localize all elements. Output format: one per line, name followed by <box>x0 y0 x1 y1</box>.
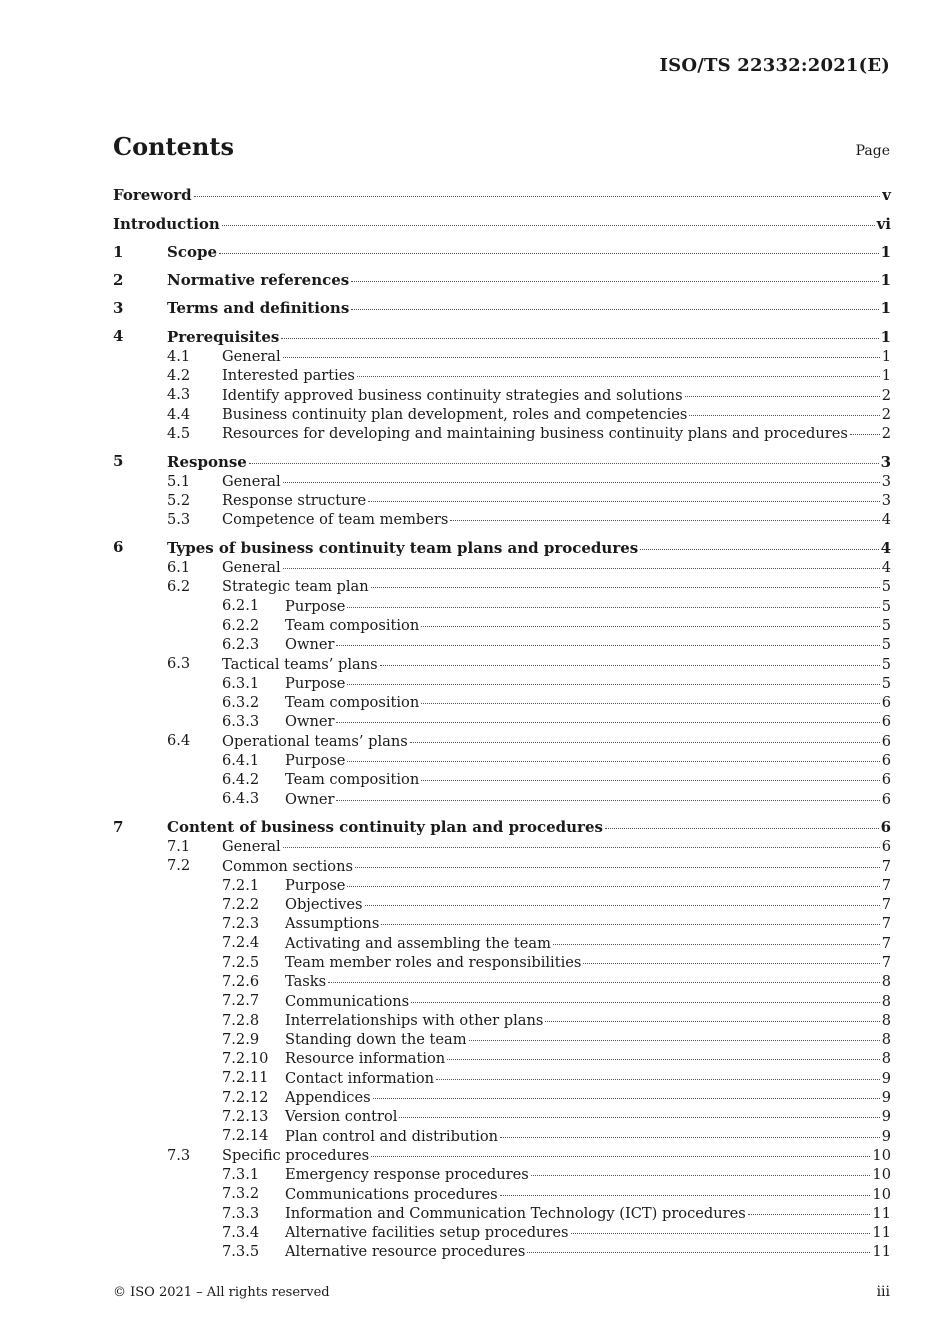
toc-entry-page: 7 <box>881 915 891 933</box>
toc-entry-title: Interested parties <box>222 367 355 385</box>
toc-entry-title: Team composition <box>285 616 420 634</box>
toc-entry-title: Version control <box>285 1108 398 1126</box>
toc-entry-number: 5.1 <box>167 472 191 490</box>
toc-entry-number: 7.2.7 <box>222 992 260 1010</box>
dot-leader <box>527 1252 870 1253</box>
toc-entry-number: 7.3.1 <box>222 1165 260 1183</box>
toc-entry-title: Business continuity plan development, roles and competencies <box>222 405 688 423</box>
toc-entry-title: Information and Communication Technology (ICT) procedures <box>285 1204 746 1222</box>
toc-entry-title: Communications <box>285 992 410 1010</box>
toc-entry[interactable] <box>113 214 891 233</box>
toc-entry-title: General <box>222 348 281 366</box>
table-of-contents <box>113 186 891 1261</box>
toc-entry-page: 10 <box>872 1166 891 1184</box>
toc-entry-title: Response structure <box>222 492 367 510</box>
toc-entry-page: 1 <box>881 367 891 385</box>
toc-entry-number: 6.4.2 <box>222 771 260 789</box>
dot-leader <box>553 944 880 945</box>
toc-entry-title: Interrelationships with other plans <box>285 1011 544 1029</box>
toc-entry-number: 6.3.3 <box>222 713 260 731</box>
toc-entry-number: 7.2.2 <box>222 895 260 913</box>
toc-entry-title: Alternative facilities setup procedures <box>285 1224 569 1242</box>
dot-leader <box>399 1117 879 1118</box>
toc-entry-page: 9 <box>881 1127 891 1145</box>
toc-entry-number: 6.2.2 <box>222 616 260 634</box>
toc-entry-number: 7.2.8 <box>222 1011 260 1029</box>
toc-entry-title: Purpose <box>285 674 346 692</box>
toc-entry[interactable] <box>113 1107 891 1126</box>
dot-leader <box>347 761 879 762</box>
toc-entry-title: Introduction <box>113 214 220 233</box>
toc-entry-title: Tasks <box>285 973 327 991</box>
dot-leader <box>368 501 880 502</box>
toc-entry-number: 2 <box>113 270 124 289</box>
toc-entry-page: 11 <box>872 1224 891 1242</box>
contents-title: Contents <box>113 132 234 161</box>
toc-entry-title: Competence of team members <box>222 511 449 529</box>
dot-leader <box>328 982 880 983</box>
toc-entry[interactable] <box>113 366 891 385</box>
toc-entry[interactable] <box>113 712 891 731</box>
toc-entry-page: 8 <box>881 992 891 1010</box>
toc-entry[interactable] <box>113 385 891 404</box>
toc-entry-number: 6 <box>113 538 124 557</box>
toc-entry-page: 6 <box>880 817 891 836</box>
toc-entry-number: 7.2.11 <box>222 1069 269 1087</box>
dot-leader <box>336 800 879 801</box>
dot-leader <box>371 587 880 588</box>
toc-entry-number: 7.2.4 <box>222 934 260 952</box>
toc-entry[interactable] <box>113 1126 891 1145</box>
toc-entry[interactable] <box>113 1068 891 1087</box>
copyright-notice: © ISO 2021 – All rights reserved <box>113 1285 330 1300</box>
toc-entry-title: Team composition <box>285 771 420 789</box>
dot-leader <box>689 415 879 416</box>
toc-entry-body <box>113 837 891 856</box>
dot-leader <box>605 828 879 829</box>
toc-entry-body <box>113 405 891 424</box>
dot-leader <box>371 1156 870 1157</box>
toc-entry[interactable] <box>113 186 891 205</box>
toc-entry-title: Plan control and distribution <box>285 1127 499 1145</box>
toc-entry-page: 3 <box>880 452 891 471</box>
toc-entry-title: Response <box>167 452 247 471</box>
toc-entry-number: 7 <box>113 817 124 836</box>
toc-entry-page: 3 <box>881 492 891 510</box>
toc-entry[interactable] <box>113 243 891 262</box>
dot-leader <box>222 225 875 226</box>
toc-entry-number: 6.3.2 <box>222 693 260 711</box>
dot-leader <box>283 568 880 569</box>
toc-entry[interactable] <box>113 1223 891 1242</box>
toc-entry-page: 5 <box>881 616 891 634</box>
toc-entry-title: Emergency response procedures <box>285 1166 529 1184</box>
toc-entry-page: vi <box>876 214 891 233</box>
toc-entry-number: 4.2 <box>167 367 191 385</box>
dot-leader <box>640 549 878 550</box>
dot-leader <box>421 703 879 704</box>
toc-entry-number: 7.2.10 <box>222 1050 269 1068</box>
dot-leader <box>336 645 879 646</box>
toc-entry-page: 11 <box>872 1204 891 1222</box>
toc-entry-title: Specific procedures <box>222 1146 370 1164</box>
toc-entry-title: Assumptions <box>285 915 380 933</box>
toc-entry-number: 3 <box>113 299 124 318</box>
toc-entry[interactable] <box>113 472 891 491</box>
toc-entry-page: 2 <box>881 425 891 443</box>
toc-entry-number: 7.2.13 <box>222 1108 269 1126</box>
toc-entry[interactable] <box>113 654 891 673</box>
toc-entry-body <box>113 472 891 491</box>
dot-leader <box>347 684 879 685</box>
toc-entry[interactable] <box>113 510 891 529</box>
toc-entry-number: 7.3.5 <box>222 1243 260 1261</box>
toc-entry-title: Contact information <box>285 1069 435 1087</box>
toc-entry-number: 6.2.3 <box>222 635 260 653</box>
dot-leader <box>410 742 880 743</box>
dot-leader <box>381 924 879 925</box>
toc-entry-page: 5 <box>881 674 891 692</box>
toc-entry[interactable] <box>113 635 891 654</box>
toc-entry[interactable] <box>113 424 891 443</box>
toc-entry[interactable] <box>113 491 891 510</box>
toc-entry-page: 6 <box>881 713 891 731</box>
toc-entry-body <box>113 366 891 385</box>
toc-entry[interactable] <box>113 914 891 933</box>
toc-entry-title: Owner <box>285 713 335 731</box>
toc-entry-page: 6 <box>881 732 891 750</box>
toc-entry-title: Owner <box>285 790 335 808</box>
toc-entry-page: 7 <box>881 896 891 914</box>
toc-entry[interactable] <box>113 327 891 346</box>
toc-entry-number: 7.2.6 <box>222 972 260 990</box>
dot-leader <box>281 338 878 339</box>
toc-entry-title: General <box>222 559 281 577</box>
toc-entry-body <box>113 215 891 234</box>
toc-entry-number: 5.3 <box>167 511 191 529</box>
toc-entry-page: 2 <box>881 386 891 404</box>
toc-entry-body <box>113 510 891 529</box>
toc-entry-number: 6.4 <box>167 732 191 750</box>
toc-entry-number: 6.3 <box>167 655 191 673</box>
toc-entry-number: 7.3.4 <box>222 1223 260 1241</box>
toc-entry-title: Purpose <box>285 752 346 770</box>
toc-entry-number: 6.3.1 <box>222 674 260 692</box>
toc-entry-body <box>113 299 891 318</box>
toc-entry[interactable] <box>113 895 891 914</box>
toc-entry-title: General <box>222 472 281 490</box>
dot-leader <box>450 520 879 521</box>
dot-leader <box>545 1021 879 1022</box>
dot-leader <box>219 253 879 254</box>
toc-entry-page: 5 <box>881 655 891 673</box>
toc-entry[interactable] <box>113 953 891 972</box>
toc-entry-page: 6 <box>881 752 891 770</box>
toc-entry-number: 6.1 <box>167 558 191 576</box>
dot-leader <box>283 482 880 483</box>
toc-entry-title: Operational teams’ plans <box>222 732 408 750</box>
dot-leader <box>351 309 878 310</box>
toc-entry-body <box>113 577 891 596</box>
toc-entry-number: 5.2 <box>167 491 191 509</box>
toc-entry-number: 7.2.9 <box>222 1030 260 1048</box>
toc-entry-title: Purpose <box>285 597 346 615</box>
dot-leader <box>500 1137 880 1138</box>
toc-entry[interactable] <box>113 1242 891 1261</box>
toc-entry-body <box>113 453 891 472</box>
toc-entry-page: 9 <box>881 1089 891 1107</box>
toc-entry[interactable] <box>113 1030 891 1049</box>
dot-leader <box>283 847 880 848</box>
toc-entry-body <box>113 491 891 510</box>
dot-leader <box>469 1040 880 1041</box>
toc-entry-page: 1 <box>880 271 891 290</box>
toc-entry-page: 9 <box>881 1108 891 1126</box>
toc-entry[interactable] <box>113 876 891 895</box>
toc-entry-body <box>113 243 891 262</box>
toc-entry-number: 7.2.3 <box>222 915 260 933</box>
toc-entry-body <box>113 1146 891 1165</box>
document-id: ISO/TS 22332:2021(E) <box>659 55 890 76</box>
toc-entry-title: Purpose <box>285 876 346 894</box>
dot-leader <box>685 396 880 397</box>
toc-entry-title: Alternative resource procedures <box>285 1243 526 1261</box>
toc-entry[interactable] <box>113 577 891 596</box>
toc-entry-page: 8 <box>881 973 891 991</box>
toc-entry-body <box>113 386 891 405</box>
toc-entry-page: 10 <box>872 1185 891 1203</box>
toc-entry-page: 6 <box>881 790 891 808</box>
toc-entry-number: 4.3 <box>167 386 191 404</box>
toc-entry-title: Activating and assembling the team <box>285 934 551 952</box>
dot-leader <box>194 196 881 197</box>
toc-entry-title: General <box>222 838 281 856</box>
toc-entry-page: 3 <box>881 472 891 490</box>
toc-entry-page: 1 <box>880 299 891 318</box>
toc-entry-body <box>113 424 891 443</box>
toc-entry-number: 6.4.3 <box>222 790 260 808</box>
dot-leader <box>336 722 879 723</box>
dot-leader <box>500 1195 871 1196</box>
toc-entry-number: 7.1 <box>167 837 191 855</box>
toc-entry-number: 4.5 <box>167 424 191 442</box>
toc-entry-number: 4.1 <box>167 347 191 365</box>
toc-entry[interactable] <box>113 271 891 290</box>
toc-entry[interactable] <box>113 538 891 557</box>
toc-entry-number: 6.2.1 <box>222 597 260 615</box>
dot-leader <box>373 1098 880 1099</box>
toc-entry-page: v <box>882 186 891 205</box>
toc-entry-title: Terms and definitions <box>167 299 350 318</box>
toc-entry-page: 10 <box>872 1146 891 1164</box>
toc-entry-title: Standing down the team <box>285 1031 467 1049</box>
toc-entry-title: Scope <box>167 242 218 261</box>
toc-entry-body <box>113 655 891 674</box>
dot-leader <box>347 607 879 608</box>
dot-leader <box>365 905 880 906</box>
toc-entry-page: 2 <box>881 405 891 423</box>
toc-entry-page: 1 <box>880 327 891 346</box>
dot-leader <box>351 281 878 282</box>
toc-entry-page: 9 <box>881 1069 891 1087</box>
toc-entry-page: 1 <box>880 242 891 261</box>
dot-leader <box>421 626 879 627</box>
toc-entry-body <box>113 818 891 837</box>
toc-entry-number: 6.2 <box>167 578 191 596</box>
toc-entry-title: Content of business continuity plan and procedures <box>167 817 603 836</box>
toc-entry[interactable] <box>113 972 891 991</box>
toc-entry[interactable] <box>113 1049 891 1068</box>
toc-entry-page: 6 <box>881 694 891 712</box>
toc-entry[interactable] <box>113 770 891 789</box>
dot-leader <box>347 886 879 887</box>
toc-entry[interactable] <box>113 1011 891 1030</box>
toc-entry[interactable] <box>113 299 891 318</box>
toc-entry-page: 6 <box>881 771 891 789</box>
toc-entry[interactable] <box>113 452 891 471</box>
toc-entry-number: 1 <box>113 242 124 261</box>
toc-entry-title: Normative references <box>167 271 350 290</box>
toc-entry[interactable] <box>113 616 891 635</box>
toc-entry-number: 7.2.14 <box>222 1127 269 1145</box>
page-column-label: Page <box>855 143 890 159</box>
toc-entry[interactable] <box>113 1204 891 1223</box>
toc-entry[interactable] <box>113 1088 891 1107</box>
toc-entry[interactable] <box>113 693 891 712</box>
dot-leader <box>411 1002 880 1003</box>
toc-entry-title: Objectives <box>285 896 363 914</box>
toc-entry-number: 7.3 <box>167 1146 191 1164</box>
toc-entry-title: Team composition <box>285 694 420 712</box>
toc-entry-page: 7 <box>881 876 891 894</box>
toc-entry-body <box>113 347 891 366</box>
toc-entry-number: 7.2.1 <box>222 876 260 894</box>
toc-entry-page: 4 <box>881 511 891 529</box>
toc-entry[interactable] <box>113 789 891 808</box>
toc-entry-title: Appendices <box>285 1089 371 1107</box>
toc-entry[interactable] <box>113 1184 891 1203</box>
dot-leader <box>583 963 879 964</box>
toc-entry-number: 7.3.3 <box>222 1204 260 1222</box>
toc-entry[interactable] <box>113 558 891 577</box>
dot-leader <box>355 867 880 868</box>
dot-leader <box>357 376 880 377</box>
toc-entry[interactable] <box>113 751 891 770</box>
toc-entry[interactable] <box>113 596 891 615</box>
toc-entry-title: Team member roles and responsibilities <box>285 953 582 971</box>
toc-entry[interactable] <box>113 731 891 750</box>
dot-leader <box>748 1214 871 1215</box>
dot-leader <box>850 434 880 435</box>
toc-entry-number: 4.4 <box>167 405 191 423</box>
toc-entry-number: 6.4.1 <box>222 751 260 769</box>
toc-entry-number: 7.2.5 <box>222 953 260 971</box>
toc-entry-title: Prerequisites <box>167 327 280 346</box>
toc-entry-page: 7 <box>881 934 891 952</box>
toc-entry-body <box>113 271 891 290</box>
toc-entry[interactable] <box>113 347 891 366</box>
toc-entry-title: Communications procedures <box>285 1185 498 1203</box>
toc-entry-body <box>113 732 891 751</box>
toc-entry-page: 1 <box>881 348 891 366</box>
toc-entry-page: 4 <box>880 538 891 557</box>
toc-entry-body <box>113 328 891 347</box>
toc-entry-page: 7 <box>881 953 891 971</box>
dot-leader <box>436 1079 880 1080</box>
toc-entry-page: 7 <box>881 857 891 875</box>
toc-entry-title: Owner <box>285 636 335 654</box>
toc-entry-title: Foreword <box>113 186 192 205</box>
toc-entry-page: 5 <box>881 597 891 615</box>
toc-entry-body <box>113 539 891 558</box>
toc-entry-number: 7.3.2 <box>222 1185 260 1203</box>
dot-leader <box>447 1059 879 1060</box>
toc-entry-page: 5 <box>881 636 891 654</box>
dot-leader <box>421 780 879 781</box>
toc-entry-title: Identify approved business continuity strategies and solutions <box>222 386 683 404</box>
toc-entry-number: 5 <box>113 452 124 471</box>
toc-entry-page: 5 <box>881 578 891 596</box>
toc-entry-body <box>113 186 891 205</box>
toc-entry-page: 11 <box>872 1243 891 1261</box>
toc-entry-title: Common sections <box>222 857 353 875</box>
toc-entry-page: 4 <box>881 559 891 577</box>
toc-entry-title: Resource information <box>285 1050 446 1068</box>
toc-entry-title: Types of business continuity team plans and procedures <box>167 538 639 557</box>
toc-entry[interactable] <box>113 1165 891 1184</box>
toc-entry[interactable] <box>113 674 891 693</box>
toc-entry[interactable] <box>113 837 891 856</box>
toc-entry-title: Resources for developing and maintaining business continuity plans and procedures <box>222 425 848 443</box>
toc-entry-page: 8 <box>881 1050 891 1068</box>
toc-entry[interactable] <box>113 933 891 952</box>
toc-entry[interactable] <box>113 856 891 875</box>
toc-entry-page: 8 <box>881 1031 891 1049</box>
toc-entry-body <box>113 857 891 876</box>
toc-entry[interactable] <box>113 405 891 424</box>
toc-entry-number: 7.2.12 <box>222 1088 269 1106</box>
toc-entry-page: 6 <box>881 838 891 856</box>
toc-entry[interactable] <box>113 818 891 837</box>
toc-entry-number: 7.2 <box>167 857 191 875</box>
toc-entry[interactable] <box>113 991 891 1010</box>
toc-entry-body <box>113 558 891 577</box>
toc-entry-number: 4 <box>113 327 124 346</box>
dot-leader <box>571 1233 871 1234</box>
dot-leader <box>531 1175 871 1176</box>
toc-entry-page: 8 <box>881 1011 891 1029</box>
toc-entry-title: Tactical teams’ plans <box>222 655 378 673</box>
toc-entry[interactable] <box>113 1146 891 1165</box>
dot-leader <box>283 357 880 358</box>
page-number: iii <box>876 1284 890 1300</box>
toc-entry-title: Strategic team plan <box>222 578 369 596</box>
dot-leader <box>249 463 879 464</box>
dot-leader <box>380 665 880 666</box>
